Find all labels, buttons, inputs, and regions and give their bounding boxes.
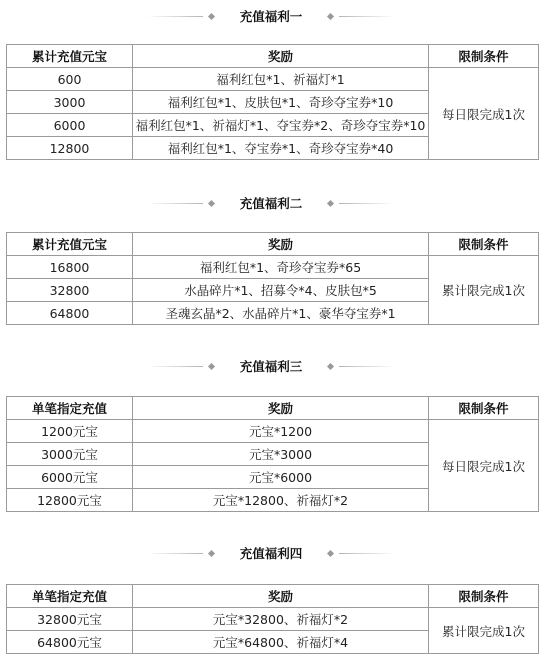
amount-cell: 3000元宝 bbox=[7, 443, 133, 466]
table-row bbox=[7, 256, 539, 279]
amount-cell: 6000元宝 bbox=[7, 466, 133, 489]
reward-cell: 元宝*3000 bbox=[133, 443, 429, 466]
amount-cell: 12800 bbox=[7, 137, 133, 160]
reward-table-1 bbox=[6, 44, 539, 160]
reward-cell: 福利红包*1、夺宝券*1、奇珍夺宝券*40 bbox=[133, 137, 429, 160]
reward-table-3 bbox=[6, 396, 539, 512]
diamond-icon bbox=[208, 199, 215, 206]
reward-table-4 bbox=[6, 584, 539, 654]
reward-cell: 福利红包*1、奇珍夺宝券*65 bbox=[133, 256, 429, 279]
amount-cell: 64800 bbox=[7, 302, 133, 325]
table-header-row bbox=[7, 233, 539, 256]
limit-cell: 每日限完成1次 bbox=[429, 68, 539, 160]
reward-cell: 元宝*1200 bbox=[133, 420, 429, 443]
header-amount: 累计充值元宝 bbox=[7, 45, 133, 68]
limit-cell: 累计限完成1次 bbox=[429, 256, 539, 325]
amount-cell: 3000 bbox=[7, 91, 133, 114]
header-limit: 限制条件 bbox=[429, 397, 539, 420]
reward-cell: 元宝*32800、祈福灯*2 bbox=[133, 608, 429, 631]
section-heading: 充值福利一 bbox=[239, 9, 303, 24]
section-heading: 充值福利四 bbox=[239, 546, 303, 561]
section-heading: 充值福利二 bbox=[239, 196, 303, 211]
reward-cell: 福利红包*1、皮肤包*1、奇珍夺宝券*10 bbox=[133, 91, 429, 114]
section-title-4 bbox=[0, 543, 542, 563]
header-reward: 奖励 bbox=[133, 585, 429, 608]
amount-cell: 32800元宝 bbox=[7, 608, 133, 631]
reward-cell: 水晶碎片*1、招募令*4、皮肤包*5 bbox=[133, 279, 429, 302]
header-reward: 奖励 bbox=[133, 233, 429, 256]
section-title-1 bbox=[0, 6, 542, 26]
header-limit: 限制条件 bbox=[429, 233, 539, 256]
amount-cell: 6000 bbox=[7, 114, 133, 137]
amount-cell: 1200元宝 bbox=[7, 420, 133, 443]
diamond-icon bbox=[327, 199, 334, 206]
reward-cell: 福利红包*1、祈福灯*1 bbox=[133, 68, 429, 91]
header-limit: 限制条件 bbox=[429, 45, 539, 68]
table-row bbox=[7, 68, 539, 91]
amount-cell: 64800元宝 bbox=[7, 631, 133, 654]
reward-cell: 元宝*6000 bbox=[133, 466, 429, 489]
diamond-icon bbox=[327, 549, 334, 556]
table-header-row bbox=[7, 585, 539, 608]
header-reward: 奖励 bbox=[133, 45, 429, 68]
table-header-row bbox=[7, 397, 539, 420]
reward-cell: 圣魂玄晶*2、水晶碎片*1、豪华夺宝券*1 bbox=[133, 302, 429, 325]
header-amount: 单笔指定充值 bbox=[7, 397, 133, 420]
diamond-icon bbox=[327, 12, 334, 19]
table-header-row bbox=[7, 45, 539, 68]
reward-cell: 元宝*12800、祈福灯*2 bbox=[133, 489, 429, 512]
amount-cell: 32800 bbox=[7, 279, 133, 302]
amount-cell: 600 bbox=[7, 68, 133, 91]
header-reward: 奖励 bbox=[133, 397, 429, 420]
diamond-icon bbox=[208, 549, 215, 556]
header-amount: 累计充值元宝 bbox=[7, 233, 133, 256]
table-row bbox=[7, 608, 539, 631]
reward-table-2 bbox=[6, 232, 539, 325]
table-row bbox=[7, 420, 539, 443]
reward-cell: 元宝*64800、祈福灯*4 bbox=[133, 631, 429, 654]
section-title-3 bbox=[0, 356, 542, 376]
header-amount: 单笔指定充值 bbox=[7, 585, 133, 608]
amount-cell: 12800元宝 bbox=[7, 489, 133, 512]
section-title-2 bbox=[0, 193, 542, 213]
diamond-icon bbox=[208, 362, 215, 369]
limit-cell: 累计限完成1次 bbox=[429, 608, 539, 654]
header-limit: 限制条件 bbox=[429, 585, 539, 608]
diamond-icon bbox=[327, 362, 334, 369]
diamond-icon bbox=[208, 12, 215, 19]
section-heading: 充值福利三 bbox=[239, 359, 303, 374]
amount-cell: 16800 bbox=[7, 256, 133, 279]
reward-cell: 福利红包*1、祈福灯*1、夺宝券*2、奇珍夺宝券*10 bbox=[133, 114, 429, 137]
limit-cell: 每日限完成1次 bbox=[429, 420, 539, 512]
